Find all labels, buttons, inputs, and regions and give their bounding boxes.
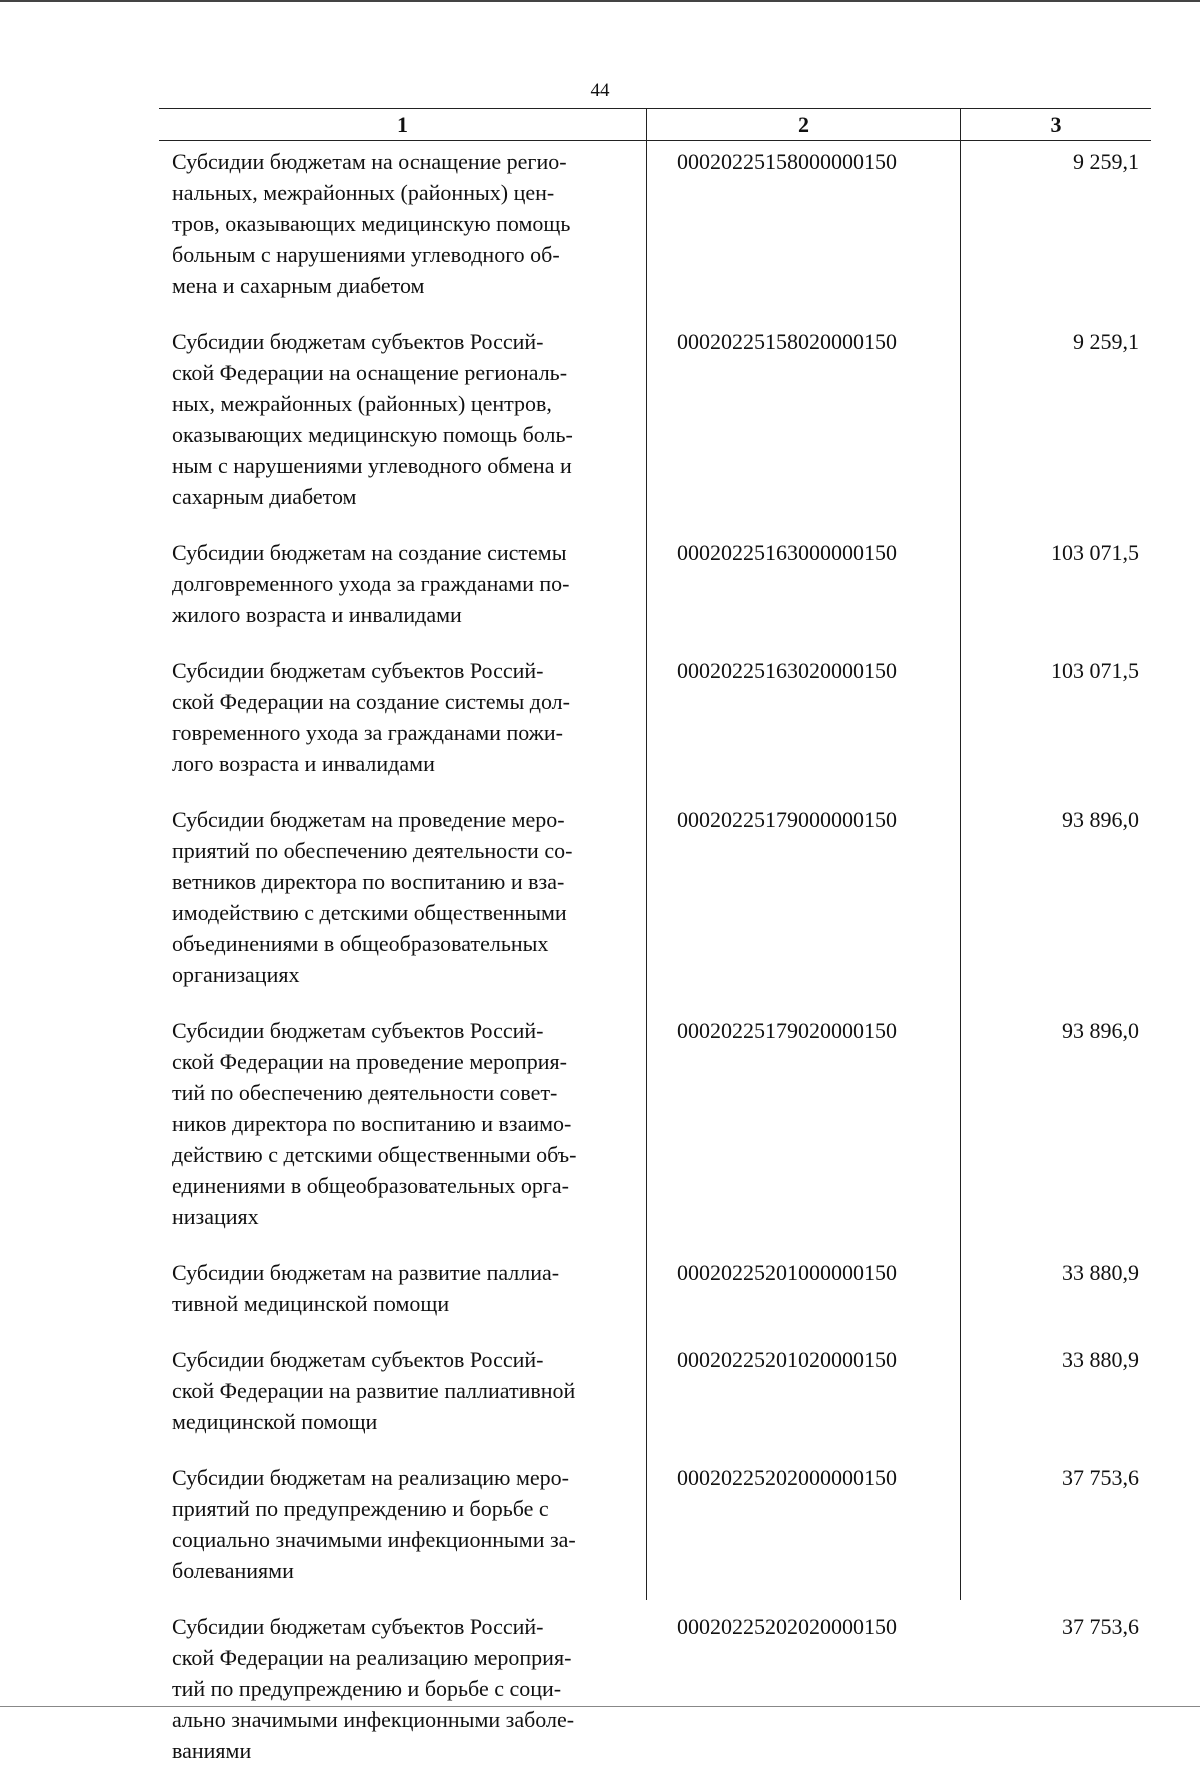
row-description-line: Субсидии бюджетам субъектов Россий- xyxy=(172,1018,544,1043)
row-description-line: болеваниями xyxy=(172,1558,294,1583)
table-row xyxy=(159,321,1151,532)
row-description-line: приятий по обеспечению деятельности со- xyxy=(172,838,573,863)
row-description xyxy=(172,655,637,779)
row-description-line: имодействию с детскими общественными xyxy=(172,900,567,925)
row-description-line: действию с детскими общественными объ- xyxy=(172,1142,577,1167)
row-amount: 9 259,1 xyxy=(1073,329,1139,354)
table-row xyxy=(159,1457,1151,1606)
row-amount: 93 896,0 xyxy=(1062,807,1139,832)
row-code: 00020225158020000150 xyxy=(677,329,897,354)
row-description-line: лого возраста и инвалидами xyxy=(172,751,435,776)
table-row xyxy=(159,650,1151,799)
table-row xyxy=(159,799,1151,1010)
row-description-line: жилого возраста и инвалидами xyxy=(172,602,462,627)
row-description-line: говременного ухода за гражданами пожи- xyxy=(172,720,563,745)
row-description-line: тров, оказывающих медицинскую помощь xyxy=(172,211,571,236)
row-description xyxy=(172,326,637,512)
row-description-line: организациях xyxy=(172,962,300,987)
row-description-line: ской Федерации на реализацию мероприя- xyxy=(172,1645,572,1670)
table-row xyxy=(159,1606,1151,1786)
row-description-line: ных, межрайонных (районных) центров, xyxy=(172,391,552,416)
table-top-rule xyxy=(159,108,1151,109)
row-description-line: тий по предупреждению и борьбе с соци- xyxy=(172,1676,562,1701)
page-bottom-edge xyxy=(0,1706,1200,1707)
row-code: 00020225202020000150 xyxy=(677,1614,897,1639)
row-description-line: ваниями xyxy=(172,1738,252,1763)
row-code: 00020225163000000150 xyxy=(677,540,897,565)
table-row xyxy=(159,141,1151,321)
header-col-1: 1 xyxy=(397,112,408,137)
row-description-line: Субсидии бюджетам на проведение меро- xyxy=(172,807,565,832)
table-row xyxy=(159,532,1151,650)
row-description-line: оказывающих медицинскую помощь боль- xyxy=(172,422,573,447)
row-description-line: сахарным диабетом xyxy=(172,484,357,509)
row-amount: 33 880,9 xyxy=(1062,1347,1139,1372)
row-description-line: ской Федерации на проведение мероприя- xyxy=(172,1049,568,1074)
row-description xyxy=(172,1611,637,1766)
row-description-line: социально значимыми инфекционными за- xyxy=(172,1527,576,1552)
row-description-line: Субсидии бюджетам на реализацию меро- xyxy=(172,1465,569,1490)
row-description xyxy=(172,804,637,990)
row-description-line: Субсидии бюджетам на оснащение регио- xyxy=(172,149,567,174)
row-code: 00020225158000000150 xyxy=(677,149,897,174)
row-code: 00020225163020000150 xyxy=(677,658,897,683)
row-description-line: низациях xyxy=(172,1204,259,1229)
row-code: 00020225201020000150 xyxy=(677,1347,897,1372)
row-description-line: ников директора по воспитанию и взаимо- xyxy=(172,1111,572,1136)
row-description xyxy=(172,1015,637,1232)
row-description-line: долговременного ухода за гражданами по- xyxy=(172,571,570,596)
table-row xyxy=(159,1339,1151,1457)
row-amount: 37 753,6 xyxy=(1062,1614,1139,1639)
row-description-line: больным с нарушениями углеводного об- xyxy=(172,242,560,267)
row-description-line: Субсидии бюджетам субъектов Россий- xyxy=(172,1614,544,1639)
row-description-line: ветников директора по воспитанию и вза- xyxy=(172,869,565,894)
row-description-line: приятий по предупреждению и борьбе с xyxy=(172,1496,549,1521)
row-description-line: ально значимыми инфекционными заболе- xyxy=(172,1707,575,1732)
row-code: 00020225179000000150 xyxy=(677,807,897,832)
table-row xyxy=(159,1252,1151,1339)
header-col-2: 2 xyxy=(798,112,809,137)
row-code: 00020225201000000150 xyxy=(677,1260,897,1285)
header-col-3: 3 xyxy=(1050,112,1062,137)
row-description-line: ской Федерации на оснащение региональ- xyxy=(172,360,568,385)
row-description-line: тивной медицинской помощи xyxy=(172,1291,450,1316)
row-description-line: тий по обеспечению деятельности совет- xyxy=(172,1080,558,1105)
row-description-line: ской Федерации на развитие паллиативной xyxy=(172,1378,576,1403)
row-amount: 103 071,5 xyxy=(1051,540,1139,565)
row-description-line: Субсидии бюджетам субъектов Россий- xyxy=(172,1347,544,1372)
row-description-line: ным с нарушениями углеводного обмена и xyxy=(172,453,572,478)
table-row xyxy=(159,1010,1151,1252)
row-description xyxy=(172,1257,637,1319)
row-description xyxy=(172,1462,637,1586)
row-description-line: объединениями в общеобразовательных xyxy=(172,931,549,956)
row-description-line: Субсидии бюджетам на развитие паллиа- xyxy=(172,1260,560,1285)
row-description-line: ской Федерации на создание системы дол- xyxy=(172,689,570,714)
row-amount: 103 071,5 xyxy=(1051,658,1139,683)
row-description-line: Субсидии бюджетам субъектов Россий- xyxy=(172,658,544,683)
row-code: 00020225179020000150 xyxy=(677,1018,897,1043)
row-description xyxy=(172,146,637,301)
row-description-line: медицинской помощи xyxy=(172,1409,378,1434)
row-description-line: единениями в общеобразовательных орга- xyxy=(172,1173,569,1198)
row-amount: 9 259,1 xyxy=(1073,149,1139,174)
row-amount: 93 896,0 xyxy=(1062,1018,1139,1043)
table-body xyxy=(159,141,1151,1786)
row-amount: 37 753,6 xyxy=(1062,1465,1139,1490)
row-code: 00020225202000000150 xyxy=(677,1465,897,1490)
row-description xyxy=(172,1344,637,1437)
row-description-line: мена и сахарным диабетом xyxy=(172,273,425,298)
row-description xyxy=(172,537,637,630)
row-description-line: Субсидии бюджетам на создание системы xyxy=(172,540,567,565)
page-number: 44 xyxy=(590,80,610,101)
row-amount: 33 880,9 xyxy=(1062,1260,1139,1285)
page-top-edge xyxy=(0,0,1200,2)
row-description-line: Субсидии бюджетам субъектов Россий- xyxy=(172,329,544,354)
row-description-line: нальных, межрайонных (районных) цен- xyxy=(172,180,555,205)
